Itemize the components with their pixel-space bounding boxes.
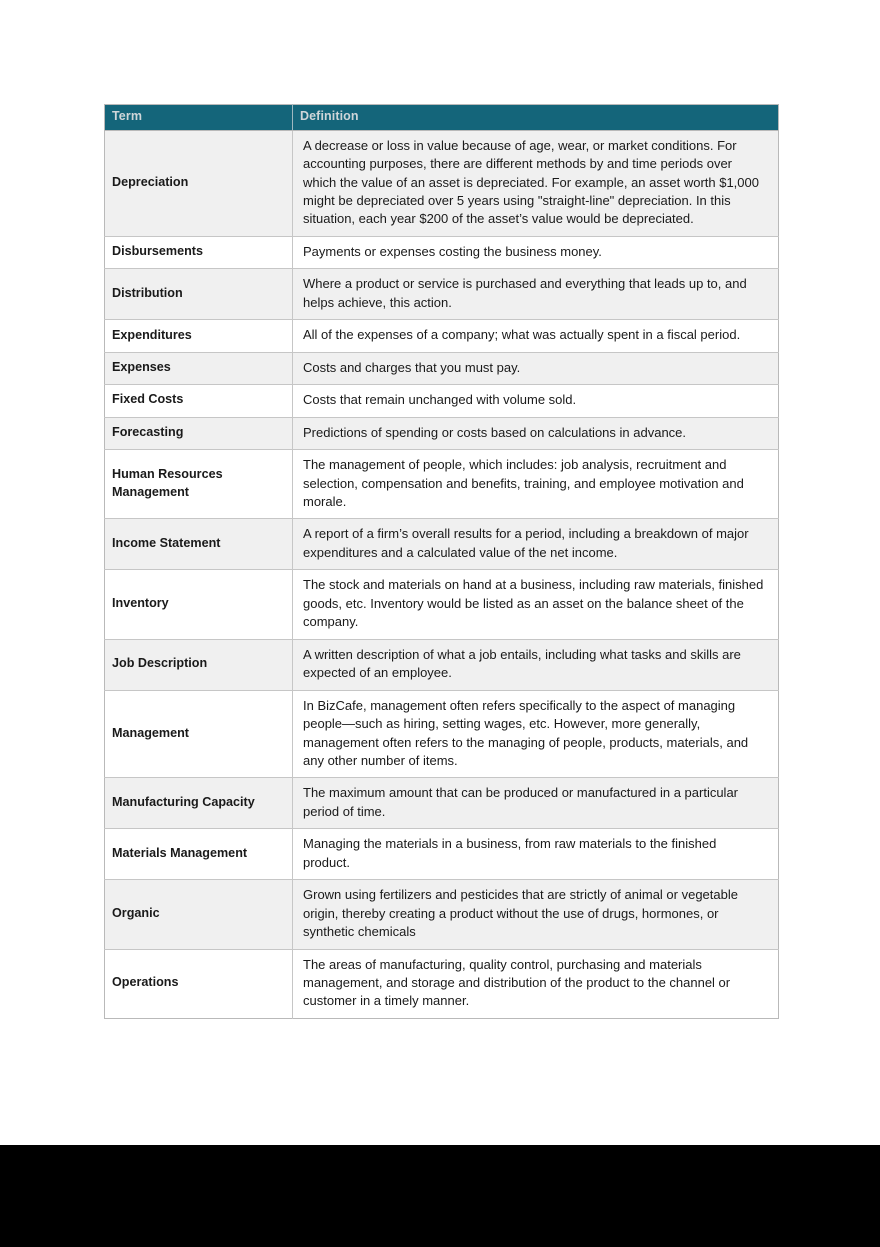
definition-cell: All of the expenses of a company; what was actually spent in a fiscal period. [293, 320, 779, 352]
term-cell: Management [105, 690, 293, 778]
definition-cell: Grown using fertilizers and pesticides that are strictly of animal or vegetable origin, thereby creating a product without the use of drugs, hormones, or synthetic chemicals [293, 880, 779, 949]
column-header-definition: Definition [293, 105, 779, 131]
definition-cell: The maximum amount that can be produced or manufactured in a particular period of time. [293, 778, 779, 829]
table-row [105, 949, 779, 1018]
page-bottom-band [0, 1145, 880, 1247]
definition-cell: Managing the materials in a business, from raw materials to the finished product. [293, 829, 779, 880]
term-cell: Manufacturing Capacity [105, 778, 293, 829]
table-row [105, 450, 779, 519]
term-cell: Fixed Costs [105, 385, 293, 417]
definition-cell: The management of people, which includes: job analysis, recruitment and selection, compensation and benefits, training, and employee motivation and morale. [293, 450, 779, 519]
term-cell: Operations [105, 949, 293, 1018]
term-cell: Income Statement [105, 519, 293, 570]
glossary-table [104, 104, 779, 1019]
table-header [105, 105, 779, 131]
table-row [105, 130, 779, 236]
term-cell: Forecasting [105, 417, 293, 449]
definition-cell: Predictions of spending or costs based on calculations in advance. [293, 417, 779, 449]
table-row [105, 320, 779, 352]
table-row [105, 639, 779, 690]
table-row [105, 778, 779, 829]
term-cell: Materials Management [105, 829, 293, 880]
table-row [105, 236, 779, 268]
term-cell: Expenses [105, 352, 293, 384]
definition-cell: Payments or expenses costing the business money. [293, 236, 779, 268]
table-row [105, 829, 779, 880]
definition-cell: A report of a firm’s overall results for a period, including a breakdown of major expenditures and a calculated value of the net income. [293, 519, 779, 570]
definition-cell: A written description of what a job entails, including what tasks and skills are expected of an employee. [293, 639, 779, 690]
term-cell: Human Resources Management [105, 450, 293, 519]
table-row [105, 352, 779, 384]
term-cell: Distribution [105, 269, 293, 320]
term-cell: Organic [105, 880, 293, 949]
definition-cell: Where a product or service is purchased and everything that leads up to, and helps achieve, this action. [293, 269, 779, 320]
term-cell: Job Description [105, 639, 293, 690]
definition-cell: The stock and materials on hand at a business, including raw materials, finished goods, etc. Inventory would be listed as an asset on the balance sheet of the company. [293, 570, 779, 639]
table-row [105, 385, 779, 417]
term-cell: Depreciation [105, 130, 293, 236]
definition-cell: Costs and charges that you must pay. [293, 352, 779, 384]
table-header-row [105, 105, 779, 131]
term-cell: Expenditures [105, 320, 293, 352]
table-row [105, 519, 779, 570]
definition-cell: A decrease or loss in value because of age, wear, or market conditions. For accounting purposes, there are different methods by and time periods over which the value of an asset is depreciated. For example, an asset worth $1,000 might be depreciated over 5 years using "straight-line" depreciation. In this situation, each year $200 of the asset’s value would be depreciated. [293, 130, 779, 236]
term-cell: Disbursements [105, 236, 293, 268]
table-row [105, 880, 779, 949]
table-row [105, 417, 779, 449]
table-row [105, 269, 779, 320]
table-body [105, 130, 779, 1018]
table-row [105, 570, 779, 639]
table-row [105, 690, 779, 778]
definition-cell: In BizCafe, management often refers specifically to the aspect of managing people—such as hiring, setting wages, etc. However, more generally, management often refers to the managing of people, products, materials, and any other number of items. [293, 690, 779, 778]
definition-cell: The areas of manufacturing, quality control, purchasing and materials management, and storage and distribution of the product to the channel or customer in a timely manner. [293, 949, 779, 1018]
definition-cell: Costs that remain unchanged with volume sold. [293, 385, 779, 417]
term-cell: Inventory [105, 570, 293, 639]
column-header-term: Term [105, 105, 293, 131]
